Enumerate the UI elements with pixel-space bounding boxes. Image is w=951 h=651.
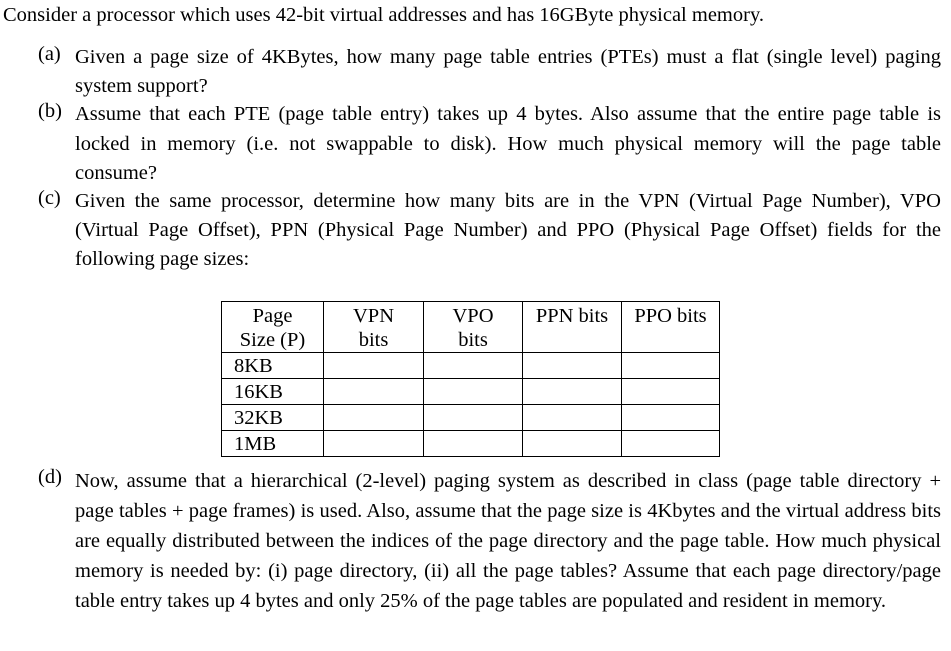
cell-vpn [324,405,424,431]
question-c-label: (c) [38,187,61,209]
cell-ppn [523,379,622,405]
question-a [38,43,941,101]
cell-ppn [523,405,622,431]
question-b-text: Assume that each PTE (page table entry) takes up 4 bytes. Also assume that the entire page table is locked in memory (i.e. not swappable to disk). How much physical memory will the page table consume? [75,103,941,184]
cell-vpn [324,379,424,405]
cell-ppo [622,431,720,457]
question-b [38,100,941,189]
cell-vpn [324,353,424,379]
header-ppo-bits: PPO bits [622,302,720,353]
table-row [222,431,720,457]
cell-vpo [424,405,523,431]
page-size-table [221,301,720,457]
header-vpn-bits: VPN bits [324,302,424,353]
question-a-text: Given a page size of 4KBytes, how many page table entries (PTEs) must a flat (single level) paging system support? [75,46,941,97]
header-page-size: Page Size (P) [222,302,324,353]
table-row [222,353,720,379]
table-header-row [222,302,720,353]
question-d-text: Now, assume that a hierarchical (2-level) paging system as described in class (page table directory + page tables + page frames) is used. Also, assume that the page size is 4Kbytes and the virtual address bits are equally distributed between the indices of the page directory and the page table. How much physical memory is needed by: (i) page directory, (ii) all the page tables? Assume that each page directory/page table entry takes up 4 bytes and only 25% of the page tables are populated and resident in memory. [75,470,941,612]
question-a-label: (a) [38,43,61,65]
table-row [222,405,720,431]
cell-vpn [324,431,424,457]
cell-ppo [622,379,720,405]
cell-page-size: 16KB [222,379,324,405]
header-vpo-bits: VPO bits [424,302,523,353]
question-b-label: (b) [38,100,62,122]
cell-page-size: 1MB [222,431,324,457]
table-row [222,379,720,405]
cell-page-size: 32KB [222,405,324,431]
cell-ppn [523,431,622,457]
cell-ppo [622,405,720,431]
cell-ppo [622,353,720,379]
problem-intro: Consider a processor which uses 42-bit virtual addresses and has 16GByte physical memory. [3,4,764,26]
cell-ppn [523,353,622,379]
header-ppn-bits: PPN bits [523,302,622,353]
cell-vpo [424,353,523,379]
cell-page-size: 8KB [222,353,324,379]
question-d [38,466,941,616]
cell-vpo [424,431,523,457]
cell-vpo [424,379,523,405]
question-c-text: Given the same processor, determine how many bits are in the VPN (Virtual Page Number), VPO (Virtual Page Offset), PPN (Physical Page Number) and PPO (Physical Page Offset) fields for the following page sizes: [75,190,941,270]
question-d-label: (d) [38,466,62,488]
question-c [38,187,941,274]
